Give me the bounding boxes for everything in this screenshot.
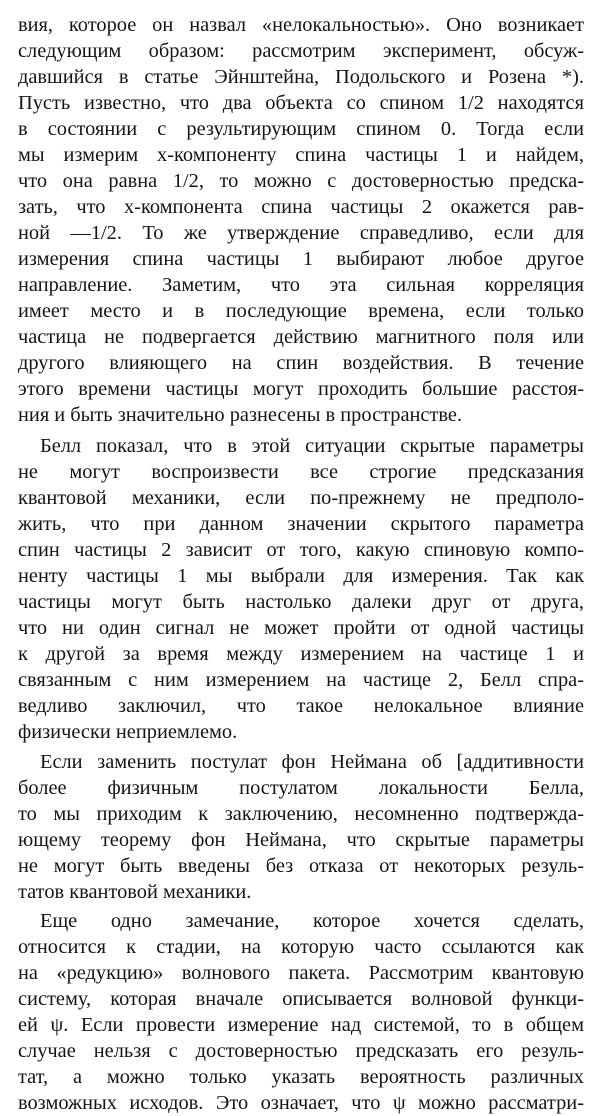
body-line: случае нельзя с достоверностью предсказать его резуль- xyxy=(18,1040,584,1062)
body-line: ведливо заключил, что такое нелокальное влияние xyxy=(18,695,584,717)
body-line: систему, которая вначале описывается волновой функци- xyxy=(18,988,584,1010)
body-line: вия, которое он назвал «нелокальностью». Оно возникает xyxy=(18,14,584,36)
body-line: к другой за время между измерением на частице 1 и xyxy=(18,643,584,665)
body-line: направление. Заметим, что эта сильная корреляция xyxy=(18,274,584,296)
body-line: давшийся в статье Эйнштейна, Подольского и Розена *). xyxy=(18,66,584,88)
body-line: жить, что при данном значении скрытого параметра xyxy=(18,513,584,535)
body-line: что ни один сигнал не может пройти от одной частицы xyxy=(18,617,584,639)
body-line: зать, что x-компонента спина частицы 2 окажется рав- xyxy=(18,196,584,218)
body-line: другого влияющего на спин воздействия. В течение xyxy=(18,352,584,374)
body-line: не могут быть введены без отказа от некоторых резуль- xyxy=(18,855,584,877)
body-line: тат, а можно только указать вероятность различных xyxy=(18,1066,584,1088)
paragraph-first-line: Если заменить постулат фон Неймана об [аддитивности xyxy=(40,751,584,773)
paragraph-first-line: Белл показал, что в этой ситуации скрытые параметры xyxy=(40,435,584,457)
body-line: измерения спина частицы 1 выбирают любое другое xyxy=(18,248,584,270)
body-line: не могут воспроизвести все строгие предсказания xyxy=(18,461,584,483)
body-line: имеет место и в последующие времена, если только xyxy=(18,300,584,322)
body-line: более физичным постулатом локальности Белла, xyxy=(18,777,584,799)
body-line: в состоянии с результирующим спином 0. Тогда если xyxy=(18,118,584,140)
body-line: ной —1/2. То же утверждение справедливо, если для xyxy=(18,222,584,244)
paragraph-first-line: Еще одно замечание, которое хочется сделать, xyxy=(40,910,584,932)
body-line: частица не подвергается действию магнитного поля или xyxy=(18,326,584,348)
body-line: частицы могут быть настолько далеки друг от друга, xyxy=(18,591,584,613)
body-line: физически неприемлемо. xyxy=(18,721,238,743)
body-line: ненту частицы 1 мы выбрали для измерения. Так как xyxy=(18,565,584,587)
body-line: следующим образом: рассмотрим эксперимент, обсуж- xyxy=(18,40,584,62)
body-line: что она равна 1/2, то можно с достоверностью предска- xyxy=(18,170,584,192)
body-line: ющему теорему фон Неймана, что скрытые параметры xyxy=(18,829,584,851)
body-line: относится к стадии, на которую часто ссылаются как xyxy=(18,936,584,958)
body-line: ния и быть значительно разнесены в пространстве. xyxy=(18,404,463,426)
body-line: спин частицы 2 зависит от того, какую спиновую компо- xyxy=(18,539,584,561)
body-line: то мы приходим к заключению, несомненно подтвержда- xyxy=(18,803,584,825)
body-line: возможных исходов. Это означает, что ψ можно рассматри- xyxy=(18,1092,584,1114)
body-line: квантовой механики, если по-прежнему не предполо- xyxy=(18,487,584,509)
body-line: ей ψ. Если провести измерение над системой, то в общем xyxy=(18,1014,584,1036)
body-line: мы измерим x-компоненту спина частицы 1 и найдем, xyxy=(18,144,584,166)
body-line: Пусть известно, что два объекта со спином 1/2 находятся xyxy=(18,92,584,114)
body-line: татов квантовой механики. xyxy=(18,881,252,903)
body-line: связанным с ним измерением на частице 2, Белл спра- xyxy=(18,669,584,691)
body-line: этого времени частицы могут проходить большие расстоя- xyxy=(18,378,584,400)
body-line: на «редукцию» волнового пакета. Рассмотрим квантовую xyxy=(18,962,584,984)
